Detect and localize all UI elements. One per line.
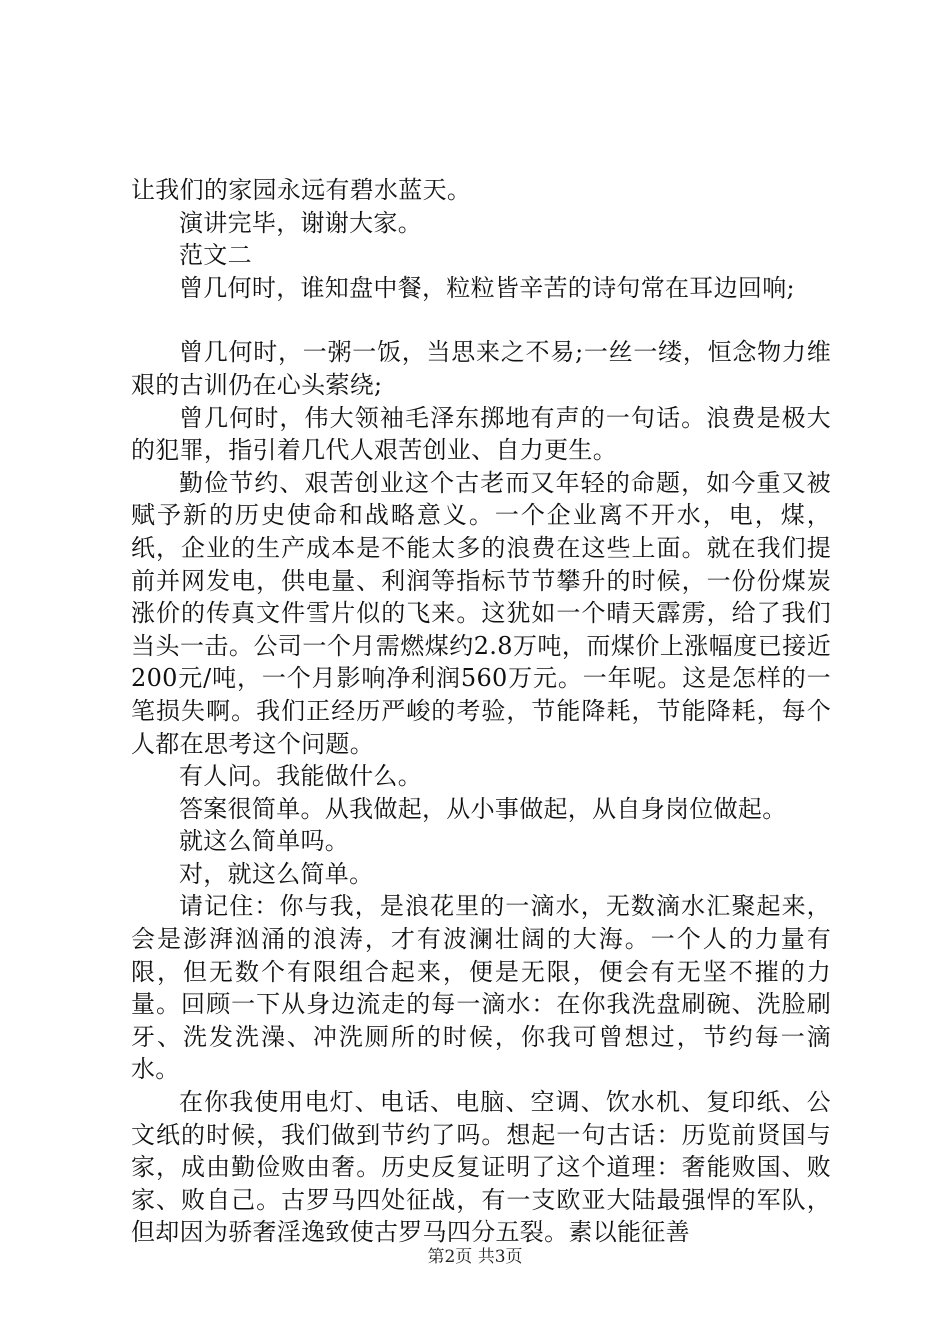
paragraph: 勤俭节约、艰苦创业这个古老而又年轻的命题，如今重又被赋予新的历史使命和战略意义。一个企业离不开水，电，煤，纸，企业的生产成本是不能太多的浪费在这些上面。就在我们提前并网发电，供电量、利润等指标节节攀升的时候，一份份煤炭涨价的传真文件雪片似的飞来。这犹如一个晴天霹雳，给了我们当头一击。公司一个月需燃煤约2.8万吨，而煤价上涨幅度已接近200元/吨，一个月影响净利润560万元。一年呢。这是怎样的一笔损失啊。我们正经历严峻的考验，节能降耗，节能降耗，每个人都在思考这个问题。 [131,468,831,758]
section-heading: 范文二 [179,241,252,270]
paragraph-closing-line: 让我们的家园永远有碧水蓝天。 [131,176,472,204]
page-number-footer: 第2页 共3页 [427,1247,523,1267]
paragraph: 曾几何时，伟大领袖毛泽东掷地有声的一句话。浪费是极大的犯罪，指引着几代人艰苦创业、自力更生。 [131,403,831,465]
paragraph: 对，就这么简单。 [179,859,374,888]
paragraph: 请记住：你与我，是浪花里的一滴水，无数滴水汇聚起来，会是澎湃汹涌的浪涛，才有波澜壮阔的大海。一个人的力量有限，但无数个有限组合起来，便是无限，便会有无坚不摧的力量。回顾一下从身边流走的每一滴水：在你我洗盘刷碗、洗脸刷牙、洗发洗澡、冲洗厕所的时候，你我可曾想过，节约每一滴水。 [131,892,831,1084]
paragraph: 有人问。我能做什么。 [179,762,422,791]
paragraph: 答案很简单。从我做起，从小事做起，从自身岗位做起。 [179,794,787,823]
paragraph-thanks: 演讲完毕，谢谢大家。 [179,208,422,237]
paragraph: 曾几何时，谁知盘中餐，粒粒皆辛苦的诗句常在耳边回响; [179,273,795,302]
paragraph: 就这么简单吗。 [179,827,350,856]
document-body [131,174,831,1249]
paragraph: 在你我使用电灯、电话、电脑、空调、饮水机、复印纸、公文纸的时候，我们做到节约了吗。想起一句古话：历览前贤国与家，成由勤俭败由奢。历史反复证明了这个道理：奢能败国、败家、败自己。古罗马四处征战，有一支欧亚大陆最强悍的军队，但却因为骄奢淫逸致使古罗马四分五裂。素以能征善 [131,1088,831,1247]
paragraph: 曾几何时，一粥一饭，当思来之不易;一丝一缕，恒念物力维艰的古训仍在心头萦绕; [131,338,831,399]
